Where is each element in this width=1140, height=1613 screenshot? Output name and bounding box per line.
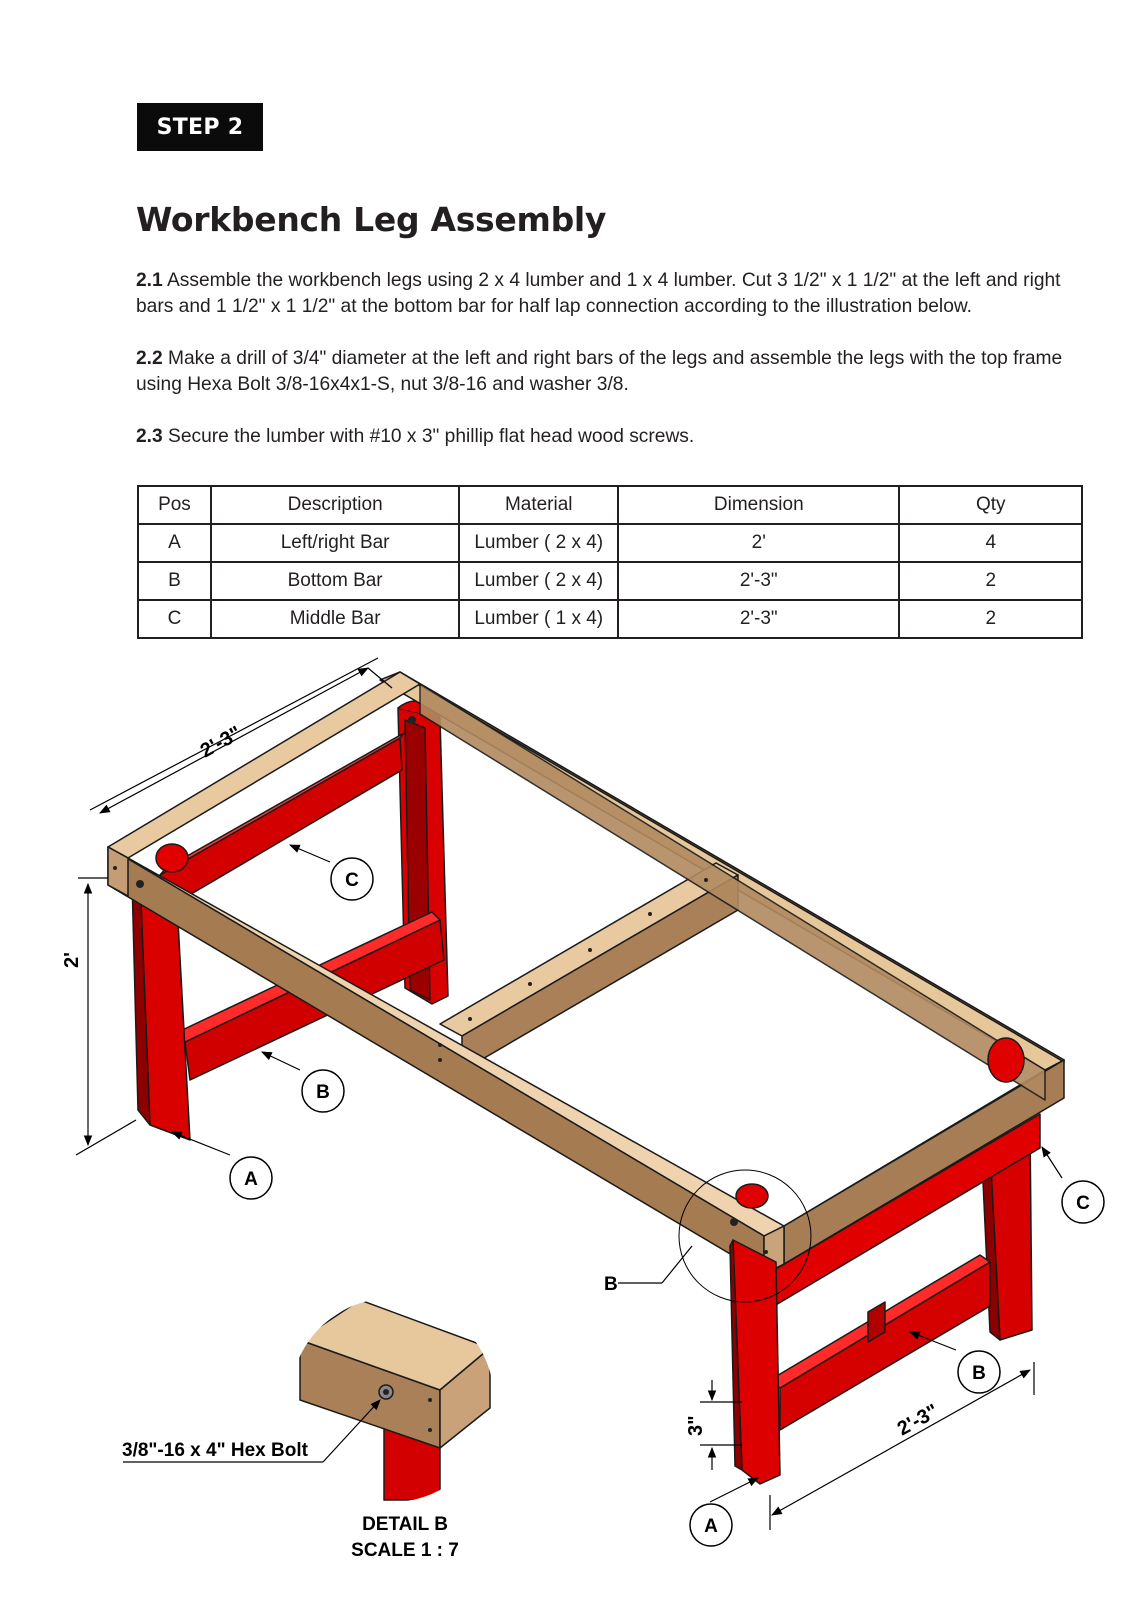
front-leg-front-cap xyxy=(736,1184,768,1208)
callout-a-front xyxy=(690,1504,732,1546)
instruction-number: 2.2 xyxy=(136,348,163,369)
front-bottom-bar xyxy=(780,1262,990,1430)
table-cell: C xyxy=(138,600,211,638)
step-badge: STEP 2 xyxy=(137,103,263,151)
svg-text:B: B xyxy=(316,1082,330,1103)
callout-b-back xyxy=(302,1070,344,1112)
table-header: Qty xyxy=(899,486,1082,524)
table-header: Material xyxy=(459,486,618,524)
detail-scale: SCALE 1 : 7 xyxy=(351,1540,459,1561)
detail-b-ref: B xyxy=(604,1274,618,1295)
front-leg-rear-cap xyxy=(988,1038,1024,1082)
callout-c-front xyxy=(1062,1181,1104,1223)
table-cell: 4 xyxy=(899,524,1082,562)
table-cell: Left/right Bar xyxy=(211,524,460,562)
instruction-text: Secure the lumber with #10 x 3" phillip flat head wood screws. xyxy=(162,426,695,447)
table-cell: 2'-3" xyxy=(618,600,899,638)
table-cell: 2' xyxy=(618,524,899,562)
dim-lap-cut: 3" xyxy=(685,1415,707,1436)
svg-text:C: C xyxy=(345,870,359,891)
detail-title: DETAIL B xyxy=(362,1514,448,1535)
table-cell: Middle Bar xyxy=(211,600,460,638)
table-cell: 2 xyxy=(899,562,1082,600)
table-cell: Lumber ( 2 x 4) xyxy=(459,524,618,562)
dim-top-length: 2'-3" xyxy=(196,722,246,763)
instruction-number: 2.3 xyxy=(136,426,163,447)
table-cell: 2'-3" xyxy=(618,562,899,600)
table-cell: 2 xyxy=(899,600,1082,638)
table-header: Pos xyxy=(138,486,211,524)
callout-c-back xyxy=(331,858,373,900)
svg-text:A: A xyxy=(244,1169,258,1190)
callout-a-back xyxy=(230,1157,272,1199)
instruction-number: 2.1 xyxy=(136,270,163,291)
detail-b xyxy=(300,1300,490,1500)
frame-middle-rail-side xyxy=(462,875,738,1071)
back-leg-round-end xyxy=(156,844,188,872)
svg-text:B: B xyxy=(972,1363,986,1384)
table-cell: Lumber ( 2 x 4) xyxy=(459,562,618,600)
dim-height: 2' xyxy=(61,952,83,968)
svg-text:A: A xyxy=(704,1516,718,1537)
dim-bottom-length: 2'-3" xyxy=(893,1400,943,1441)
page-title: Workbench Leg Assembly xyxy=(136,200,607,239)
table-header: Dimension xyxy=(618,486,899,524)
hex-bolt-label: 3/8"-16 x 4" Hex Bolt xyxy=(122,1440,308,1461)
table-cell: B xyxy=(138,562,211,600)
instruction-text: Assemble the workbench legs using 2 x 4 lumber and 1 x 4 lumber. Cut 3 1/2" x 1 1/2" at the left and right bars and 1 1/2" x 1 1/2" at the bottom bar for half lap connection according to the illustration below. xyxy=(136,270,1061,317)
callout-b-front xyxy=(958,1351,1000,1393)
table-header: Description xyxy=(211,486,460,524)
table-cell: Lumber ( 1 x 4) xyxy=(459,600,618,638)
instruction-text: Make a drill of 3/4" diameter at the left and right bars of the legs and assemble the legs with the top frame using Hexa Bolt 3/8-16x4x1-S, nut 3/8-16 and washer 3/8. xyxy=(136,348,1063,395)
svg-text:C: C xyxy=(1076,1193,1090,1214)
table-cell: Bottom Bar xyxy=(211,562,460,600)
table-cell: A xyxy=(138,524,211,562)
